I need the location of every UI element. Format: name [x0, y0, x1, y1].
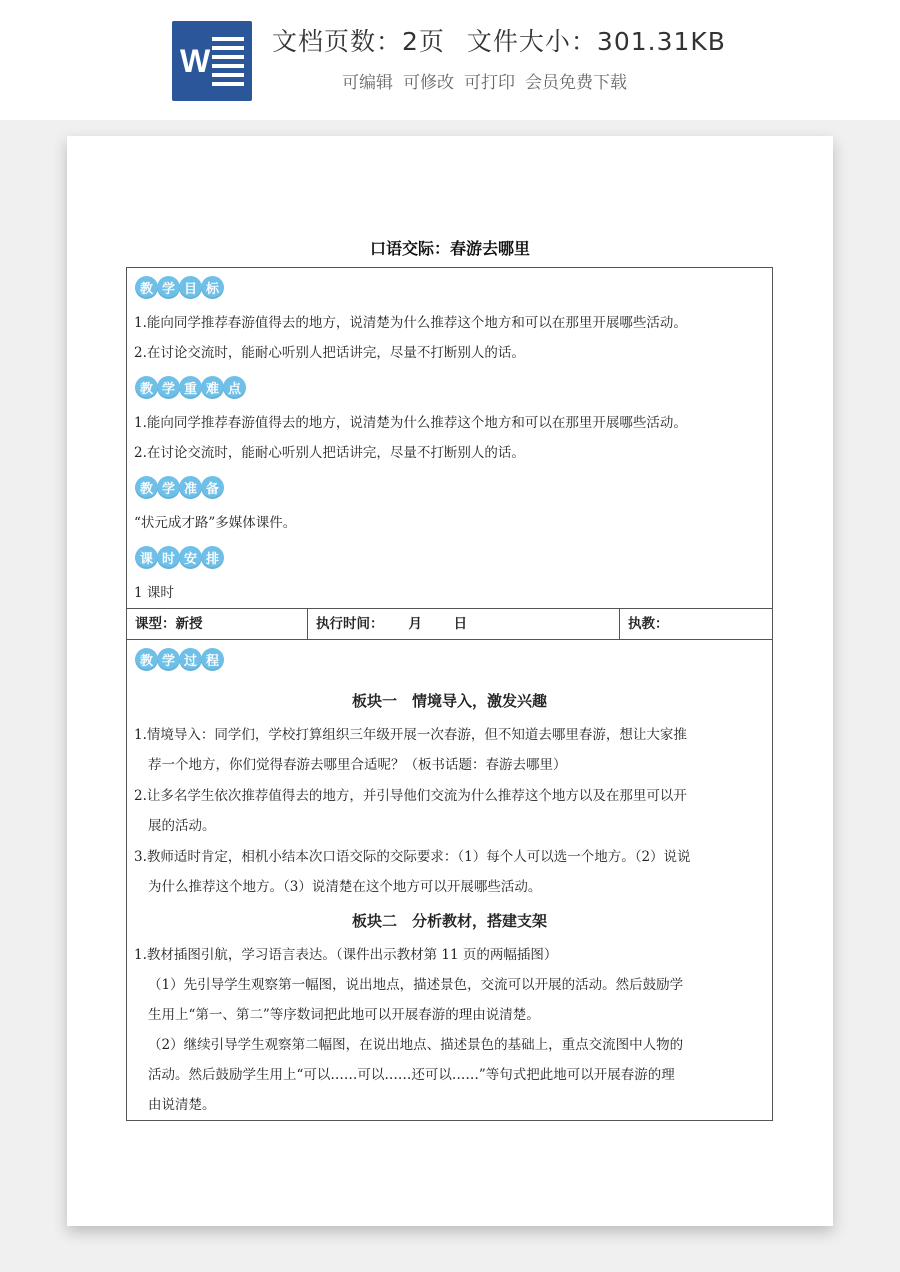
heading-char: 标: [201, 276, 224, 299]
heading-char: 教: [135, 276, 158, 299]
heading-char: 重: [179, 376, 202, 399]
block2-line: 1.教材插图引航，学习语言表达。（课件出示教材第 11 页的两幅插图）: [134, 947, 558, 963]
goal-item-1: 1.能向同学推荐春游值得去的地方，说清楚为什么推荐这个地方和可以在那里开展哪些活动。: [134, 315, 687, 331]
heading-char: 难: [201, 376, 224, 399]
heading-char: 教: [135, 376, 158, 399]
heading-char: 安: [179, 546, 202, 569]
heading-char: 学: [157, 376, 180, 399]
lesson-overview-box: [126, 267, 773, 609]
download-banner: [0, 0, 900, 120]
block2-title: 板块二 分析教材，搭建支架: [351, 912, 547, 930]
heading-char: 学: [157, 648, 180, 671]
preparation-heading: [135, 476, 223, 500]
heading-char: 备: [201, 476, 224, 499]
feature-list: [342, 68, 627, 93]
heading-char: 教: [135, 476, 158, 499]
heading-char: 过: [179, 648, 202, 671]
document-page[interactable]: [67, 136, 833, 1226]
lesson-info-row: [126, 608, 773, 640]
key-points-heading: [135, 376, 245, 400]
document-title: 口语交际：春游去哪里: [369, 239, 530, 258]
key-point-item-2: 2.在讨论交流时，能耐心听别人把话讲完，尽量不打断别人的话。: [134, 445, 525, 461]
preparation-item: “状元成才路”多媒体课件。: [134, 515, 297, 531]
teacher-cell: 执教：: [628, 616, 669, 632]
execution-time-cell: 执行时间： 月 日: [308, 609, 620, 639]
file-size: 文件大小：301.31KB: [466, 27, 726, 56]
goals-heading: [135, 276, 223, 300]
key-point-item-1: 1.能向同学推荐春游值得去的地方，说清楚为什么推荐这个地方和可以在那里开展哪些活动。: [134, 415, 687, 431]
heading-char: 准: [179, 476, 202, 499]
feature-editable: 可编辑: [342, 73, 393, 93]
block2-line: 由说清楚。: [148, 1097, 216, 1113]
heading-char: 目: [179, 276, 202, 299]
schedule-item: 1 课时: [134, 585, 174, 601]
block2-line: （2）继续引导学生观察第二幅图，在说出地点、描述景色的基础上，重点交流图中人物的: [148, 1037, 684, 1053]
heading-char: 程: [201, 648, 224, 671]
heading-char: 时: [157, 546, 180, 569]
block1-item-2: 2.让多名学生依次推荐值得去的地方，并引导他们交流为什么推荐这个地方以及在那里可以开 展的活动。: [134, 788, 687, 834]
block1-title: 板块一 情境导入，激发兴趣: [351, 692, 547, 710]
word-document-icon: W: [172, 21, 252, 101]
block2-line: 生用上“第一、第二”等序数词把此地可以开展春游的理由说清楚。: [148, 1007, 540, 1023]
feature-printable: 可打印: [464, 73, 515, 93]
heading-char: 教: [135, 648, 158, 671]
block2-line: （1）先引导学生观察第一幅图，说出地点，描述景色，交流可以开展的活动。然后鼓励学: [148, 977, 684, 993]
schedule-heading: [135, 546, 223, 570]
heading-char: 课: [135, 546, 158, 569]
heading-char: 学: [157, 276, 180, 299]
heading-char: 点: [223, 376, 246, 399]
block2-content: [134, 940, 758, 1120]
process-heading: [135, 648, 223, 672]
file-meta: [272, 22, 726, 58]
block2-line: 活动。然后鼓励学生用上“可以……可以……还可以……”等句式把此地可以开展春游的理: [148, 1067, 675, 1083]
goal-item-2: 2.在讨论交流时，能耐心听别人把话讲完，尽量不打断别人的话。: [134, 345, 525, 361]
block1-item-3: 3.教师适时肯定，相机小结本次口语交际的交际要求：（1）每个人可以选一个地方。（2）说说 为什么推荐这个地方。（3）说清楚在这个地方可以开展哪些活动。: [134, 849, 691, 895]
heading-char: 排: [201, 546, 224, 569]
page-count: 文档页数：2页: [272, 27, 445, 56]
feature-member-download: 会员免费下载: [525, 73, 627, 93]
teaching-process-box: [126, 639, 773, 1121]
lesson-type-cell: 课型：新授: [127, 609, 308, 639]
heading-char: 学: [157, 476, 180, 499]
block1-item-1: 1.情境导入：同学们，学校打算组织三年级开展一次春游，但不知道去哪里春游，想让大家推 荐一个地方，你们觉得春游去哪里合适呢？（板书话题：春游去哪里）: [134, 727, 687, 773]
feature-modifiable: 可修改: [403, 73, 454, 93]
